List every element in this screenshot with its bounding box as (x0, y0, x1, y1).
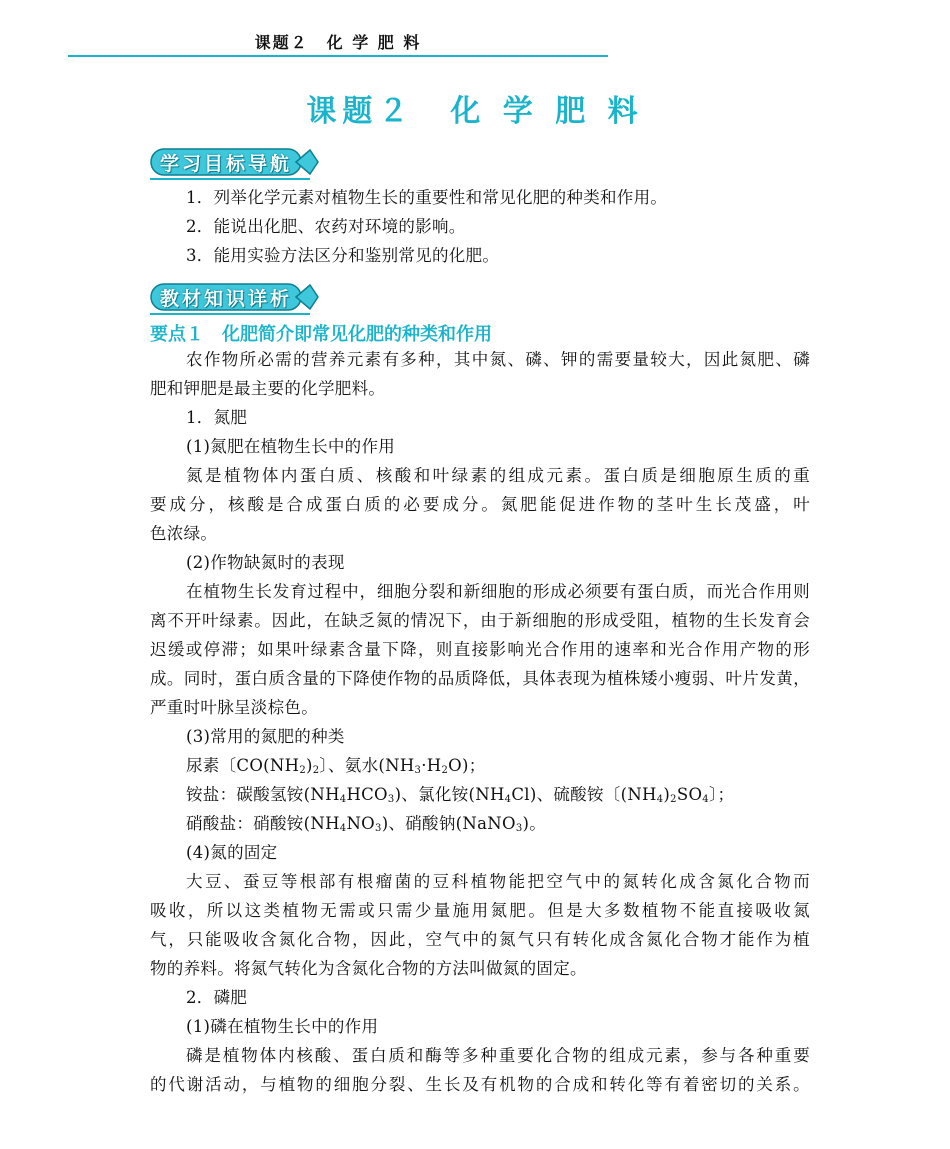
paragraph-line: 吸收，所以这类植物无需或只需少量施用氮肥。但是大多数植物不能直接吸收氮 (150, 901, 810, 920)
paragraph-line: 在植物生长发育过程中，细胞分裂和新细胞的形成必须要有蛋白质，而光合作用则 (186, 582, 810, 601)
subheading-phosphorus: 2．磷肥 (186, 988, 248, 1007)
goal-item: 2．能说出化肥、农药对环境的影响。 (186, 217, 466, 236)
formula-nitrate-line: 硝酸盐：硝酸铵$(NH_4NO_3)$、硝酸钠(NaNO$_3$)。 (186, 814, 547, 834)
paragraph-line: 的代谢活动，与植物的细胞分裂、生长及有机物的合成和转化等有着密切的关系。 (150, 1075, 810, 1094)
paragraph-line: 色浓绿。 (150, 524, 218, 543)
section-tag-label: 学习目标导航 (160, 153, 293, 175)
paragraph-line: 成。同时，蛋白质含量的下降使作物的品质降低，具体表现为植株矮小瘦弱、叶片发黄， (150, 669, 810, 688)
section-tag-goals (150, 146, 320, 178)
subheading: (4)氮的固定 (186, 843, 278, 862)
goal-item: 3．能用实验方法区分和鉴别常见的化肥。 (186, 246, 500, 265)
formula-urea-line: 尿素〔$CO(NH_2)_2$〕、氨水$(NH_3\cdot H_2O)$； (186, 756, 486, 776)
subheading: (2)作物缺氮时的表现 (186, 553, 345, 572)
formula-ammonium-line: 铵盐：碳酸氢铵$(NH_4HCO_3)$、氯化铵$(NH_4Cl)$、硫酸铵〔$(NH_4)_2SO_4$〕； (186, 785, 735, 805)
section-tag-knowledge (150, 281, 320, 313)
page-title: 课题２ 化 学 肥 料 (306, 94, 644, 129)
goal-item: 1．列举化学元素对植物生长的重要性和常见化肥的种类和作用。 (186, 188, 668, 207)
paragraph-line: 严重时叶脉呈淡棕色。 (150, 698, 318, 717)
paragraph-line: 离不开叶绿素。因此，在缺乏氮的情况下，由于新细胞的形成受阻，植物的生长发育会 (150, 611, 810, 630)
subheading: (3)常用的氮肥的种类 (186, 727, 345, 746)
section-tag-rule (150, 313, 310, 315)
header-rule (68, 55, 608, 57)
subheading: (1)氮肥在植物生长中的作用 (186, 437, 396, 456)
paragraph-line: 氮是植物体内蛋白质、核酸和叶绿素的组成元素。蛋白质是细胞原生质的重 (186, 466, 810, 485)
running-head: 课题２ 化 学 肥 料 (254, 33, 422, 52)
paragraph-line: 迟缓或停滞；如果叶绿素含量下降，则直接影响光合作用的速率和光合作用产物的形 (150, 640, 810, 659)
paragraph-line: 农作物所必需的营养元素有多种，其中氮、磷、钾的需要量较大，因此氮肥、磷 (186, 350, 810, 369)
subheading-nitrogen: 1．氮肥 (186, 408, 248, 427)
paragraph-line: 气，只能吸收含氮化合物，因此，空气中的氮气只有转化成含氮化合物才能作为植 (150, 930, 810, 949)
paragraph-line: 要成分，核酸是合成蛋白质的必要成分。氮肥能促进作物的茎叶生长茂盛，叶 (150, 495, 810, 514)
paragraph-line: 物的养料。将氮气转化为含氮化合物的方法叫做氮的固定。 (150, 959, 587, 978)
paragraph-line: 大豆、蚕豆等根部有根瘤菌的豆科植物能把空气中的氮转化成含氮化合物而 (186, 872, 810, 891)
subheading: (1)磷在植物生长中的作用 (186, 1017, 379, 1036)
section-tag-label: 教材知识详析 (160, 288, 293, 310)
section-tag-rule (150, 178, 310, 180)
key-point-heading: 要点１ 化肥简介即常见化肥的种类和作用 (150, 324, 492, 345)
paragraph-line: 肥和钾肥是最主要的化学肥料。 (150, 379, 386, 398)
paragraph-line: 磷是植物体内核酸、蛋白质和酶等多种重要化合物的组成元素，参与各种重要 (186, 1046, 810, 1065)
